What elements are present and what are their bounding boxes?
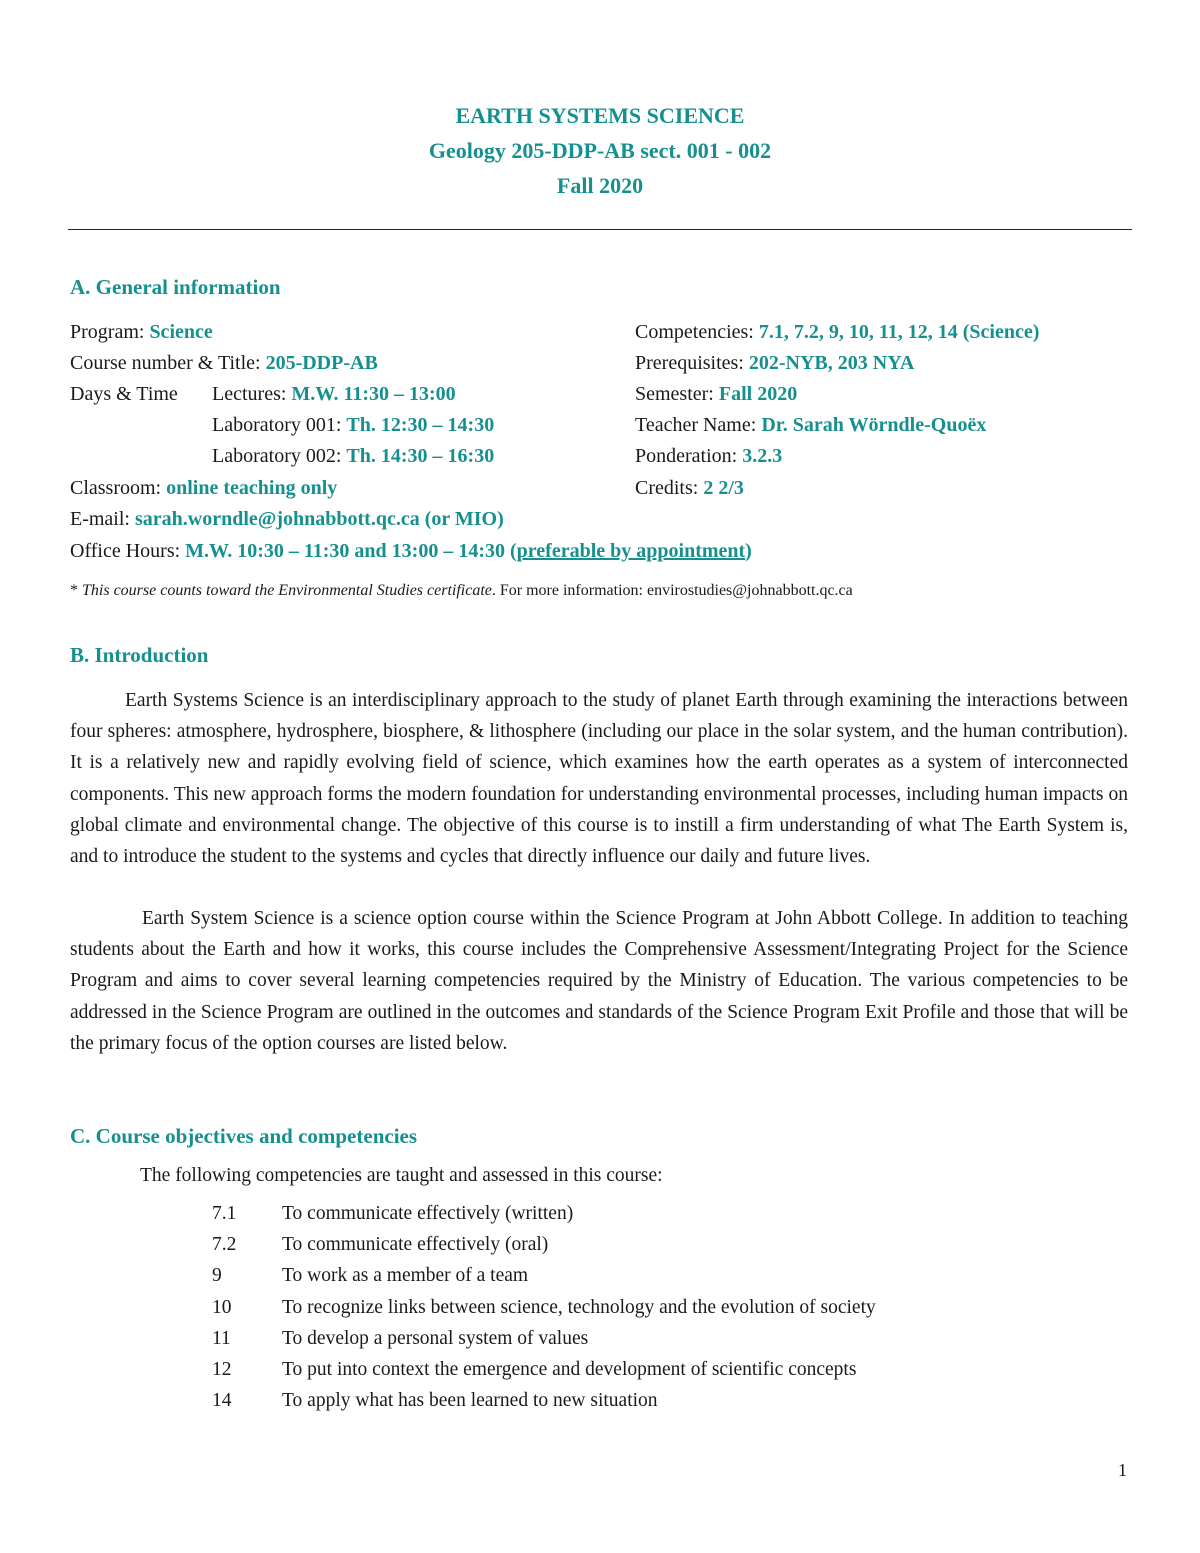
ponderation-row: Ponderation: 3.2.3 bbox=[635, 445, 783, 467]
email-link[interactable]: sarah.worndle@johnabbott.qc.ca (or MIO) bbox=[134, 508, 504, 530]
lectures-row: Lectures: M.W. 11:30 – 13:00 bbox=[212, 383, 456, 405]
course-title: EARTH SYSTEMS SCIENCE bbox=[455, 103, 745, 128]
section-b-heading: B. Introduction bbox=[70, 643, 209, 667]
email-row: E-mail: sarah.worndle@johnabbott.qc.ca (or MIO) bbox=[70, 508, 504, 530]
office-hours-row: Office Hours: M.W. 10:30 – 11:30 and 13:00 – 14:30 (preferable by appointment) bbox=[70, 540, 752, 562]
list-item: 12 To put into context the emergence and development of scientific concepts bbox=[212, 1359, 857, 1381]
header-divider bbox=[68, 229, 1132, 230]
page-number: 1 bbox=[1118, 1460, 1127, 1480]
prerequisites-row: Prerequisites: 202-NYB, 203 NYA bbox=[635, 352, 915, 374]
intro-paragraph-2: Earth System Science is a science option course within the Science Program at John Abbott College. In addition to teaching students about the Earth and how it works, this course includes the Comprehensive Assessment/Integrating Project for the Science Program and aims to cover several learning competencies required by the Ministry of Education. The various competencies to be addressed in the Science Program are outlined in the outcomes and standards of the Science Program Exit Profile and those that will be the primary focus of the option courses are listed below. bbox=[70, 908, 1128, 1054]
list-item: 9 To work as a member of a team bbox=[212, 1265, 529, 1287]
program-row: Program: Science bbox=[70, 321, 213, 343]
list-item: 11 To develop a personal system of values bbox=[212, 1327, 589, 1349]
section-a-heading: A. General information bbox=[70, 275, 281, 299]
list-item: 7.1 To communicate effectively (written) bbox=[212, 1203, 574, 1224]
intro-paragraph-1: Earth Systems Science is an interdisciplinary approach to the study of planet Earth through examining the interactions between four spheres: atmosphere, hydrosphere, biosphere, & lithosphere (including our place in the solar system, and the human contribution). It is a relatively new and rapidly evolving field of science, which examines how the earth operates as a system of interconnected components. This new approach forms the modern foundation for understanding environmental processes, including human impacts on global climate and environmental change. The objective of this course is to instill a firm understanding of what The Earth System is, and to introduce the student to the systems and cycles that directly influence our daily and future lives. bbox=[70, 690, 1128, 868]
semester-row: Semester: Fall 2020 bbox=[635, 383, 798, 405]
teacher-row: Teacher Name: Dr. Sarah Wörndle-Quoëx bbox=[635, 414, 987, 436]
days-label: Days & Time bbox=[70, 383, 178, 405]
list-item: 10 To recognize links between science, technology and the evolution of society bbox=[212, 1296, 876, 1318]
document-title bbox=[0, 98, 1200, 203]
list-item: 7.2 To communicate effectively (oral) bbox=[212, 1234, 549, 1256]
lab-001-row: Laboratory 001: Th. 12:30 – 14:30 bbox=[212, 414, 495, 436]
list-item: 14 To apply what has been learned to new situation bbox=[212, 1390, 658, 1412]
competencies-row: Competencies: 7.1, 7.2, 9, 10, 11, 12, 14 (Science) bbox=[635, 321, 1040, 343]
competencies-lead: The following competencies are taught and assessed in this course: bbox=[140, 1165, 663, 1186]
term: Fall 2020 bbox=[556, 173, 644, 198]
course-row: Course number & Title: 205-DDP-AB bbox=[70, 352, 378, 374]
lab-002-row: Laboratory 002: Th. 14:30 – 16:30 bbox=[212, 445, 495, 467]
course-code: Geology 205-DDP-AB sect. 001 - 002 bbox=[428, 138, 772, 163]
certificate-note: * This course counts toward the Environmental Studies certificate. For more information: envirostudies@johnabbott.qc.ca bbox=[70, 582, 853, 599]
classroom-row: Classroom: online teaching only bbox=[70, 477, 338, 499]
section-c-heading: C. Course objectives and competencies bbox=[70, 1124, 418, 1148]
appointment-link[interactable]: preferable by appointment bbox=[516, 540, 746, 562]
credits-row: Credits: 2 2/3 bbox=[635, 477, 744, 499]
competency-list bbox=[212, 1198, 876, 1416]
